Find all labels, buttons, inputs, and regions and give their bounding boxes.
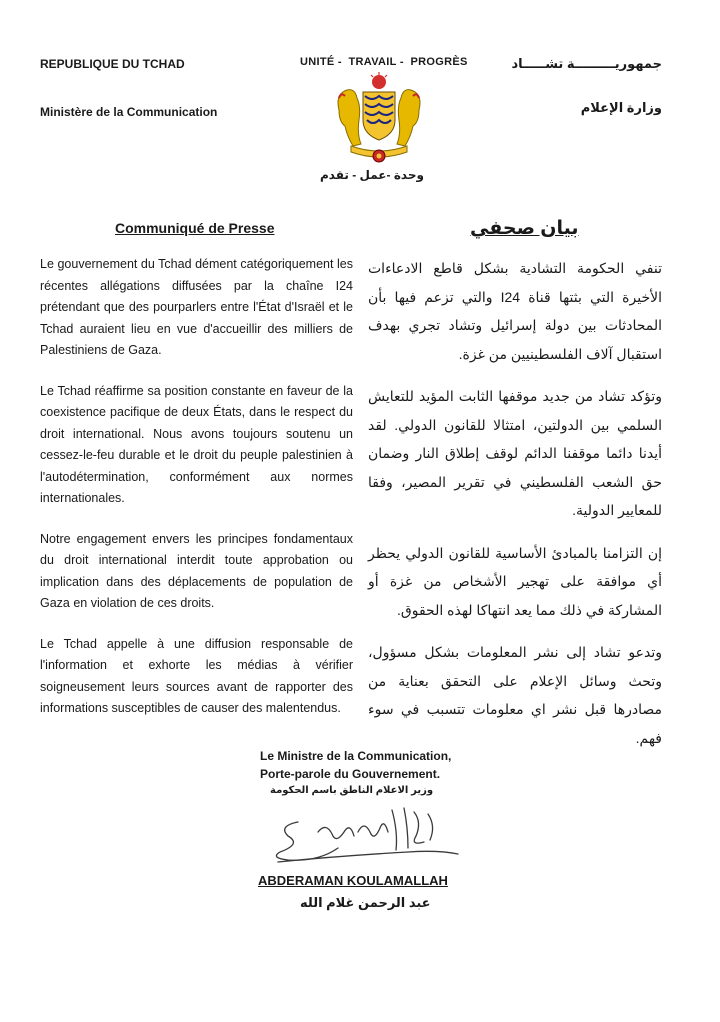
arabic-paragraph: إن التزامنا بالمبادئ الأساسية للقانون الدولي يحظر أي موافقة على تهجير الأشخاص من غزة أو المشاركة في ذلك مما يعد انتهاكا لهذه الحقوق.	[368, 544, 662, 618]
arabic-body	[368, 254, 662, 766]
ministry-name-french: Ministère de la Communication	[40, 105, 218, 119]
ministry-name-arabic: وزارة الإعلام	[580, 100, 662, 115]
french-paragraph: Notre engagement envers les principes fondamentaux du droit international interdit toute approbation ou implication dans des déplacements de population de Gaza en violation de ces droits.	[40, 531, 353, 610]
french-body	[40, 254, 353, 739]
handwritten-signature	[258, 792, 468, 874]
french-paragraph: Le Tchad réaffirme sa position constante en faveur de la coexistence pacifique de deux États, dans le respect du droit international. Nous avons toujours soutenu un cessez-le-feu durable et le droit du peuple palestinien à l'autodétermination, conformément aux normes internationales.	[40, 383, 353, 505]
chad-coat-of-arms-icon	[325, 72, 433, 164]
arabic-paragraph: وتؤكد تشاد من جديد موقفها الثابت المؤيد للتعايش السلمي بين الدولتين، امتثالا للقانون الدولي. لقد أيدنا دائما موقفنا الدائم لوقف إطلاق النار وضمان حق الشعب الفلسطيني في تقرير المصير، وفقا للمعايير الدولية.	[368, 388, 662, 518]
national-motto-french: UNITÉ - TRAVAIL - PROGRÈS	[300, 56, 468, 68]
signatory-name-arabic: عبد الرحمن غلام الله	[300, 895, 431, 910]
french-paragraph: Le Tchad appelle à une diffusion responsable de l'information et exhorte les médias à vérifier soigneusement leurs sources avant de rapporter des informations susceptibles de causer des malentendus.	[40, 636, 353, 715]
press-release-title-french: Communiqué de Presse	[115, 220, 275, 236]
french-paragraph: Le gouvernement du Tchad dément catégoriquement les récentes allégations diffusées par la chaîne I24 prétendant que des pourparlers entre l'État d'Israël et le Tchad auraient lieu en vue d'accueillir des milliers de Palestiniens de Gaza.	[40, 257, 353, 357]
press-release-title-arabic: بيان صحفي	[470, 218, 579, 239]
signatory-title-line2: Porte-parole du Gouvernement.	[260, 767, 441, 781]
national-motto-arabic: وحدة -عمل - تقدم	[320, 168, 424, 182]
signatory-title-line1: Le Ministre de la Communication,	[260, 749, 452, 763]
arabic-paragraph: وتدعو تشاد إلى نشر المعلومات بشكل مسؤول، وتحث وسائل الإعلام على التحقق بعناية من مصادرها قبل نشر اي معلومات تتسبب في سوء فهم.	[368, 644, 662, 746]
country-name-arabic: جمهوريـــــــــة تشـــــاد	[511, 56, 662, 71]
country-name-french: REPUBLIQUE DU TCHAD	[40, 57, 185, 71]
signatory-name: ABDERAMAN KOULAMALLAH	[258, 873, 448, 888]
signatory-title-arabic: وزير الاعلام الناطق باسم الحكومة	[270, 785, 434, 796]
signatory-title	[260, 747, 451, 783]
arabic-paragraph: تنفي الحكومة التشادية بشكل قاطع الادعاءات الأخيرة التي بثتها قناة I24 والتي تزعم فيها بأن المحادثات بين دولة إسرائيل وتشاد تجري بهدف استقبال آلاف الفلسطينيين من غزة.	[368, 260, 662, 362]
